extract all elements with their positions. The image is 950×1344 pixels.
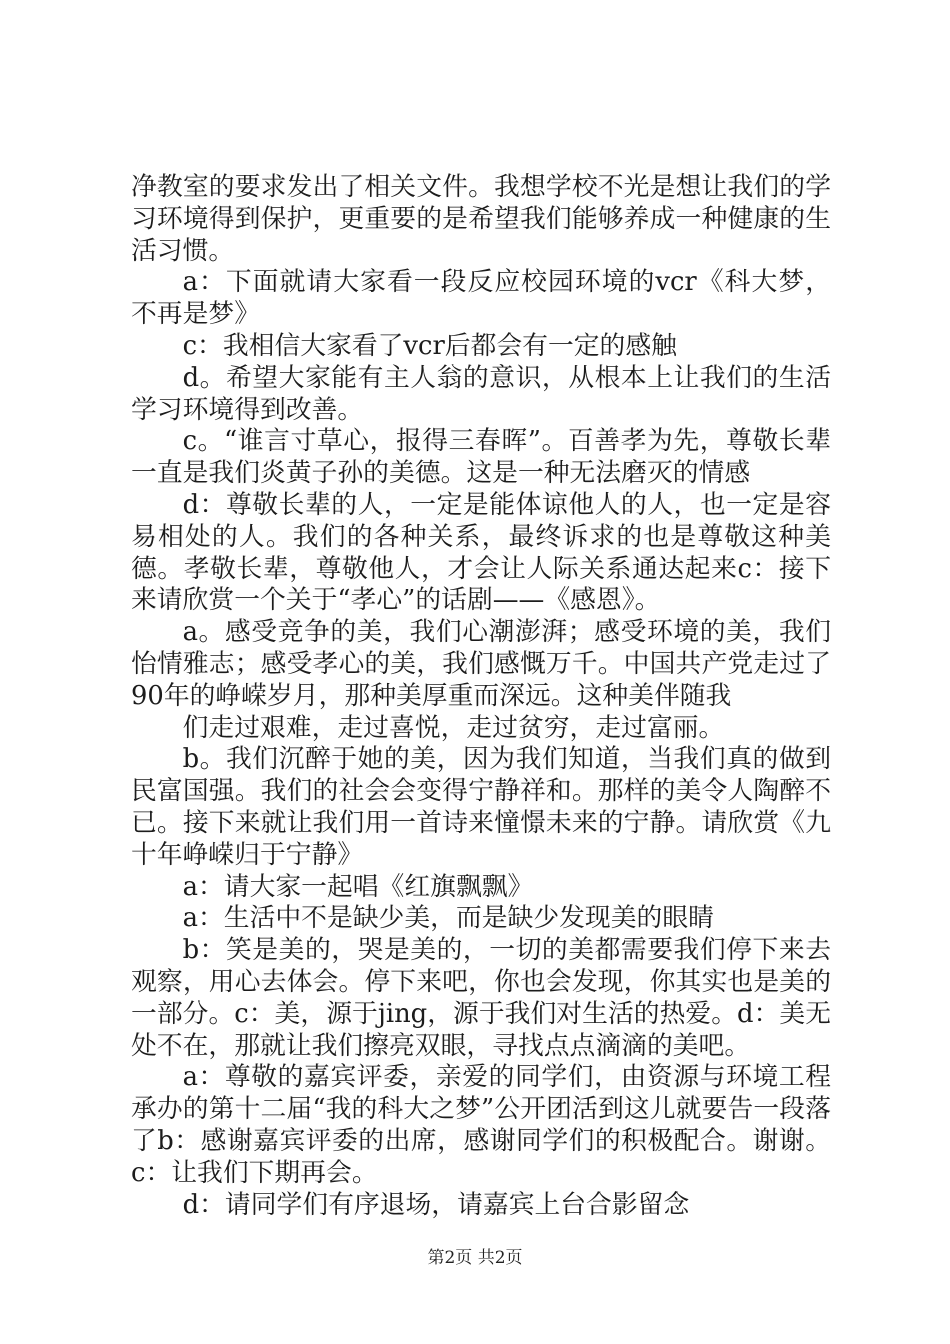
- paragraph: a：生活中不是缺少美，而是缺少发现美的眼睛: [182, 903, 714, 934]
- paragraph: 净教室的要求发出了相关文件。我想学校不光是想让我们的学习环境得到保护，更重要的是希望我们能够养成一种健康的生活习惯。: [131, 172, 831, 266]
- paragraph: a：下面就请大家看一段反应校园环境的vcr《科大梦，不再是梦》: [131, 267, 831, 330]
- paragraph: a：请大家一起唱《红旗飘飘》: [182, 871, 534, 902]
- paragraph: a：尊敬的嘉宾评委，亲爱的同学们，由资源与环境工程承办的第十二届“我的科大之梦”公开团活到这儿就要告一段落了b：感谢嘉宾评委的出席，感谢同学们的积极配合。谢谢。c：让我们下期再会。: [131, 1062, 831, 1188]
- paragraph: c：我相信大家看了vcr后都会有一定的感触: [182, 330, 677, 361]
- paragraph: c。“谁言寸草心，报得三春晖”。百善孝为先，尊敬长辈一直是我们炎黄子孙的美德。这是一种无法磨灭的情感: [131, 426, 831, 489]
- paragraph: d：请同学们有序退场，请嘉宾上台合影留念: [182, 1189, 690, 1220]
- document-body: [131, 172, 831, 1221]
- paragraph: b：笑是美的，哭是美的，一切的美都需要我们停下来去观察，用心去体会。停下来吧，你也会发现，你其实也是美的一部分。c：美，源于jing，源于我们对生活的热爱。d：美无处不在，那就让我们擦亮双眼，寻找点点滴滴的美吧。: [131, 935, 831, 1061]
- paragraph: a。感受竞争的美，我们心潮澎湃；感受环境的美，我们怡情雅志；感受孝心的美，我们感慨万千。中国共产党走过了90年的峥嵘岁月，那种美厚重而深远。这种美伴随我: [131, 617, 831, 711]
- paragraph: d。希望大家能有主人翁的意识，从根本上让我们的生活学习环境得到改善。: [131, 362, 831, 425]
- paragraph: d：尊敬长辈的人，一定是能体谅他人的人，也一定是容易相处的人。我们的各种关系，最终诉求的也是尊敬这种美德。孝敬长辈，尊敬他人，才会让人际关系通达起来c：接下来请欣赏一个关于“孝心”的话剧——《感恩》。: [131, 489, 831, 616]
- paragraph: b。我们沉醉于她的美，因为我们知道，当我们真的做到民富国强。我们的社会会变得宁静祥和。那样的美令人陶醉不已。接下来就让我们用一首诗来憧憬未来的宁静。请欣赏《九十年峥嵘归于宁静》: [131, 744, 831, 870]
- page-footer: 第2页 共2页: [427, 1248, 523, 1268]
- paragraph: 们走过艰难，走过喜悦，走过贫穷，走过富丽。: [182, 712, 725, 743]
